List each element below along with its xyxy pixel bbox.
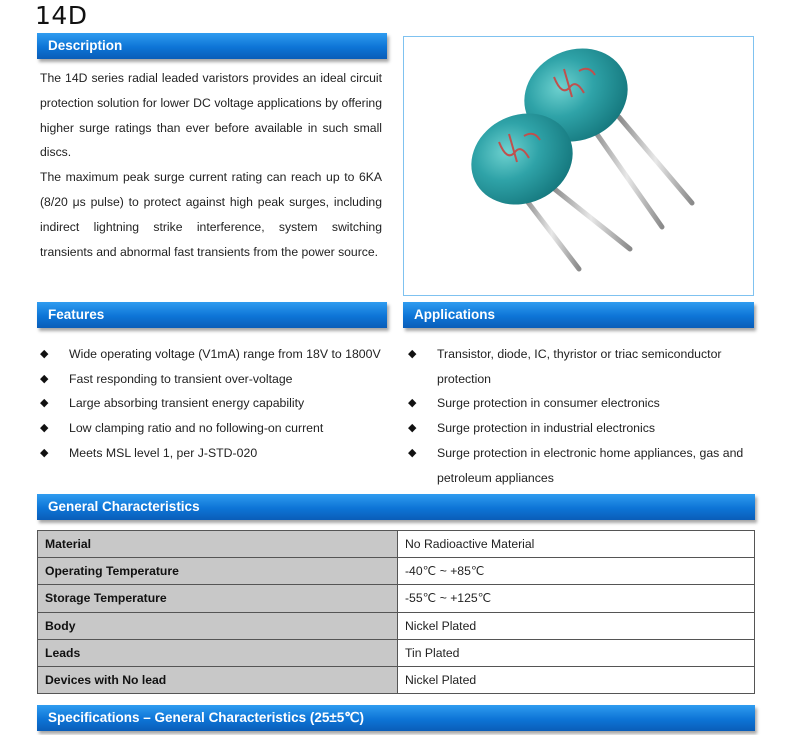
varistor-image xyxy=(404,37,753,295)
description-paragraph-1: The 14D series radial leaded varistors provides an ideal circuit protection solution for lower DC voltage applications by offering higher surge ratings than ever before available in such small discs. xyxy=(40,71,382,160)
table-row xyxy=(38,639,755,666)
list-item: ◆ Wide operating voltage (V1mA) range from 18V to 1800V xyxy=(40,342,390,367)
row-value: -55℃ ~ +125℃ xyxy=(398,585,755,612)
features-list xyxy=(40,342,390,466)
table-row xyxy=(38,666,755,693)
product-photo xyxy=(403,36,754,296)
general-characteristics-table xyxy=(37,530,755,694)
list-item: ◆ Surge protection in electronic home appliances, gas and petroleum appliances xyxy=(408,441,753,490)
row-value: Nickel Plated xyxy=(398,666,755,693)
row-value: No Radioactive Material xyxy=(398,531,755,558)
table-row xyxy=(38,612,755,639)
list-item: ◆ Surge protection in consumer electronics xyxy=(408,391,753,416)
applications-list xyxy=(408,342,753,490)
diamond-bullet-icon: ◆ xyxy=(40,348,49,360)
diamond-bullet-icon: ◆ xyxy=(40,446,49,459)
row-label: Leads xyxy=(38,639,398,666)
description-paragraph-2: The maximum peak surge current rating can reach up to 6KA (8/20 μs pulse) to protect against high peak surges, including indirect lightning strike interference, system switching transients and abnormal fast transients from the power source. xyxy=(40,170,382,259)
table-row xyxy=(38,531,755,558)
list-item: ◆ Large absorbing transient energy capability xyxy=(40,391,390,416)
row-label: Body xyxy=(38,612,398,639)
list-item: ◆ Fast responding to transient over-voltage xyxy=(40,367,390,392)
row-label: Devices with No lead xyxy=(38,666,398,693)
diamond-bullet-icon: ◆ xyxy=(40,397,49,410)
diamond-bullet-icon: ◆ xyxy=(40,372,49,385)
general-characteristics-header: General Characteristics xyxy=(37,494,755,520)
diamond-bullet-icon: ◆ xyxy=(408,397,417,410)
applications-header: Applications xyxy=(403,302,754,328)
list-item: ◆ Meets MSL level 1, per J-STD-020 xyxy=(40,441,390,466)
table-row xyxy=(38,558,755,585)
row-value: Tin Plated xyxy=(398,639,755,666)
table-row xyxy=(38,585,755,612)
diamond-bullet-icon: ◆ xyxy=(408,348,417,360)
features-header: Features xyxy=(37,302,387,328)
row-label: Operating Temperature xyxy=(38,558,398,585)
specifications-header: Specifications – General Characteristics (25±5℃) xyxy=(37,705,755,731)
page-title: 14D xyxy=(35,1,88,30)
diamond-bullet-icon: ◆ xyxy=(408,446,417,459)
list-item: ◆ Low clamping ratio and no following-on current xyxy=(40,416,390,441)
list-item: ◆ Surge protection in industrial electronics xyxy=(408,416,753,441)
list-item: ◆ Transistor, diode, IC, thyristor or triac semiconductor protection xyxy=(408,342,753,391)
description-text xyxy=(40,66,382,264)
row-value: -40℃ ~ +85℃ xyxy=(398,558,755,585)
diamond-bullet-icon: ◆ xyxy=(40,422,49,435)
row-label: Material xyxy=(38,531,398,558)
description-header: Description xyxy=(37,33,387,59)
row-value: Nickel Plated xyxy=(398,612,755,639)
row-label: Storage Temperature xyxy=(38,585,398,612)
diamond-bullet-icon: ◆ xyxy=(408,422,417,435)
